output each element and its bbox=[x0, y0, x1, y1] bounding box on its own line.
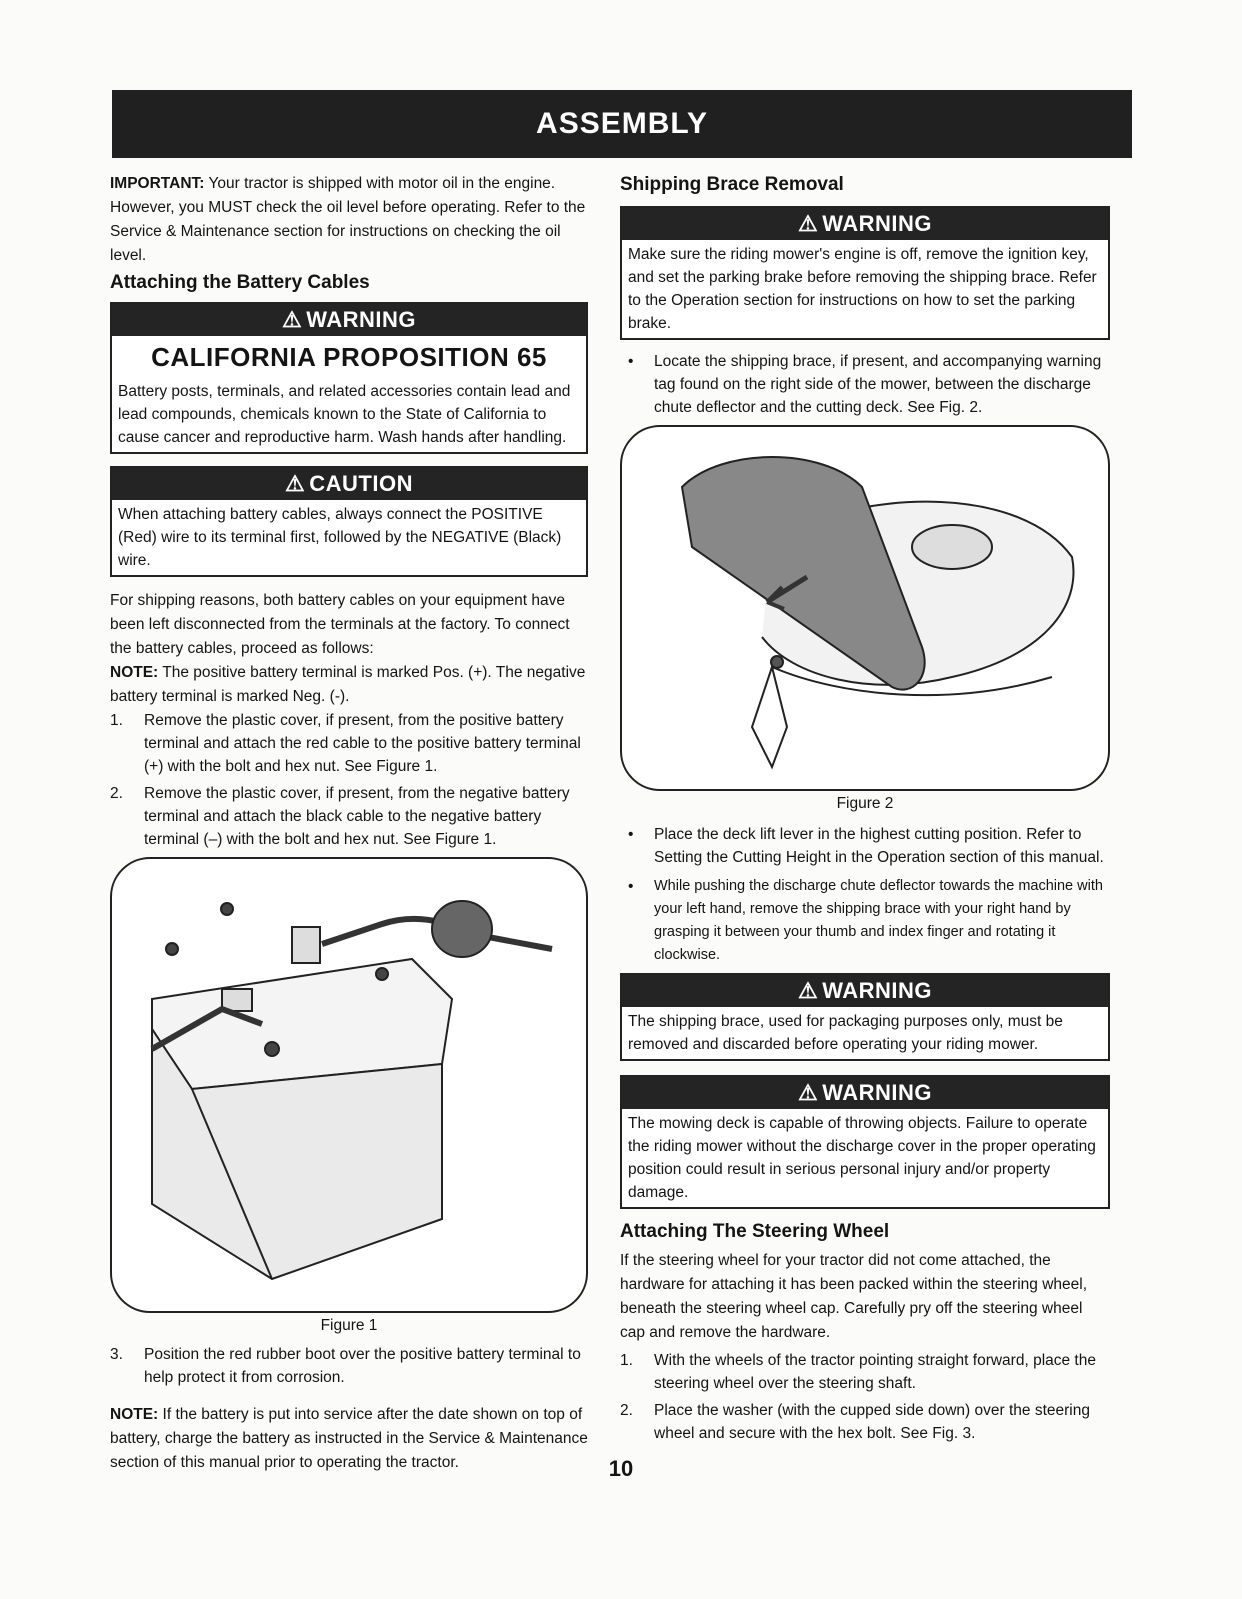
discard-warning-box bbox=[620, 973, 1110, 1061]
warning-header bbox=[112, 304, 586, 336]
figure-1-caption: Figure 1 bbox=[320, 1317, 378, 1334]
important-text: Your tractor is shipped with motor oil in the engine. However, you MUST check the oil level before operating. Refer to the Service & Maintenance section for instructions on checking the oil level. bbox=[110, 175, 586, 264]
important-paragraph bbox=[110, 172, 588, 268]
warning-triangle-icon: ⚠ bbox=[797, 1080, 819, 1105]
warning-triangle-icon: ⚠ bbox=[797, 211, 819, 236]
list-item bbox=[620, 823, 1110, 869]
brace-heading: Shipping Brace Removal bbox=[620, 174, 844, 195]
step-text: Remove the plastic cover, if present, from the negative battery terminal and attach the black cable to the negative battery terminal (–) with the bolt and hex nut. See Figure 1. bbox=[144, 785, 570, 848]
page-number: 10 bbox=[608, 1456, 634, 1481]
warning-text: The mowing deck is capable of throwing objects. Failure to operate the riding mower without the discharge cover in the proper operating position could result in serious personal injury and/or property damage. bbox=[628, 1115, 1096, 1201]
battery-illustration bbox=[112, 859, 586, 1307]
bullet-icon: • bbox=[628, 353, 634, 370]
deck-warning-box bbox=[620, 1075, 1110, 1209]
prop65-title: CALIFORNIA PROPOSITION 65 bbox=[151, 342, 547, 372]
list-item bbox=[110, 782, 588, 851]
warning-label: WARNING bbox=[822, 1080, 933, 1105]
page-title: ASSEMBLY bbox=[536, 107, 708, 140]
brace-warning-box bbox=[620, 206, 1110, 340]
prop65-text: Battery posts, terminals, and related accessories contain lead and lead compounds, chemicals known to the State of California to cause cancer and reproductive harm. Wash hands after handling. bbox=[118, 383, 571, 446]
bullet-text: Place the deck lift lever in the highest cutting position. Refer to Setting the Cutting Height in the Operation section of this manual. bbox=[654, 826, 1104, 866]
caution-text: When attaching battery cables, always connect the POSITIVE (Red) wire to its terminal first, followed by the NEGATIVE (Black) wire. bbox=[118, 506, 562, 569]
list-item bbox=[110, 709, 588, 778]
steering-steps bbox=[620, 1349, 1110, 1445]
warning-text: Make sure the riding mower's engine is off, remove the ignition key, and set the parking brake before removing the shipping brace. Refer to the Operation section for instructions on how to set the parking brake. bbox=[628, 246, 1097, 332]
steering-paragraph: If the steering wheel for your tractor did not come attached, the hardware for attaching it has been packed within the steering wheel, beneath the steering wheel cap. Carefully pry off the steering wheel cap and remove the hardware. bbox=[620, 1252, 1088, 1341]
step-number: 3. bbox=[110, 1346, 123, 1363]
warning-text: The shipping brace, used for packaging purposes only, must be removed and discarded before operating your riding mower. bbox=[628, 1013, 1063, 1053]
bullet-text: While pushing the discharge chute deflector towards the machine with your left hand, remove the shipping brace with your right hand by grasping it between your thumb and index finger and rotating it clockwise. bbox=[654, 878, 1103, 963]
figure-1-battery bbox=[110, 857, 588, 1313]
bullet-icon: • bbox=[628, 878, 634, 895]
step-number: 2. bbox=[110, 785, 123, 802]
list-item bbox=[620, 875, 1110, 967]
left-column bbox=[110, 172, 588, 1475]
step-text: Place the washer (with the cupped side down) over the steering wheel and secure with the hex bolt. See Fig. 3. bbox=[654, 1402, 1090, 1442]
note1-paragraph bbox=[110, 661, 588, 709]
figure-2-caption: Figure 2 bbox=[836, 795, 894, 812]
list-item bbox=[110, 1343, 588, 1389]
step-number: 1. bbox=[620, 1352, 633, 1369]
brace-bullets-2 bbox=[620, 823, 1110, 967]
step-number: 1. bbox=[110, 712, 123, 729]
brace-bullets bbox=[620, 350, 1110, 419]
section-banner bbox=[112, 90, 1132, 158]
right-column bbox=[620, 172, 1110, 1449]
caution-header bbox=[112, 468, 586, 500]
caution-box bbox=[110, 466, 588, 577]
note-text: If the battery is put into service after the date shown on top of battery, charge the battery as instructed in the Service & Maintenance section of this manual prior to operating the tractor. bbox=[110, 1406, 588, 1471]
step-number: 2. bbox=[620, 1402, 633, 1419]
prop65-warning-box bbox=[110, 302, 588, 454]
list-item bbox=[620, 1349, 1110, 1395]
warning-header bbox=[622, 208, 1108, 240]
battery-heading: Attaching the Battery Cables bbox=[110, 272, 370, 293]
caution-label: CAUTION bbox=[309, 471, 413, 496]
shipping-paragraph: For shipping reasons, both battery cables on your equipment have been left disconnected from the terminals at the factory. To connect the battery cables, proceed as follows: bbox=[110, 592, 570, 657]
note-label: NOTE: bbox=[110, 1406, 159, 1423]
note-label: NOTE: bbox=[110, 664, 159, 681]
list-item bbox=[620, 1399, 1110, 1445]
bullet-icon: • bbox=[628, 826, 634, 843]
battery-steps bbox=[110, 709, 588, 851]
warning-header bbox=[622, 975, 1108, 1007]
mower-illustration bbox=[622, 427, 1108, 785]
note-text: The positive battery terminal is marked Pos. (+). The negative battery terminal is marked Neg. (-). bbox=[110, 664, 586, 705]
step-text: Remove the plastic cover, if present, from the positive battery terminal and attach the red cable to the positive battery terminal (+) with the bolt and hex nut. See Figure 1. bbox=[144, 712, 581, 775]
step-text: Position the red rubber boot over the positive battery terminal to help protect it from corrosion. bbox=[144, 1346, 581, 1386]
warning-triangle-icon: ⚠ bbox=[797, 978, 819, 1003]
bullet-text: Locate the shipping brace, if present, and accompanying warning tag found on the right side of the mower, between the discharge chute deflector and the cutting deck. See Fig. 2. bbox=[654, 353, 1102, 416]
figure-2-mower bbox=[620, 425, 1110, 791]
warning-triangle-icon: ⚠ bbox=[285, 471, 306, 496]
list-item bbox=[620, 350, 1110, 419]
warning-label: WARNING bbox=[306, 307, 417, 332]
warning-header bbox=[622, 1077, 1108, 1109]
steering-heading: Attaching The Steering Wheel bbox=[620, 1221, 890, 1242]
warning-triangle-icon: ⚠ bbox=[281, 307, 303, 332]
step-text: With the wheels of the tractor pointing straight forward, place the steering wheel over the steering shaft. bbox=[654, 1352, 1096, 1392]
warning-label: WARNING bbox=[822, 978, 933, 1003]
important-label: IMPORTANT: bbox=[110, 175, 205, 192]
warning-label: WARNING bbox=[822, 211, 933, 236]
